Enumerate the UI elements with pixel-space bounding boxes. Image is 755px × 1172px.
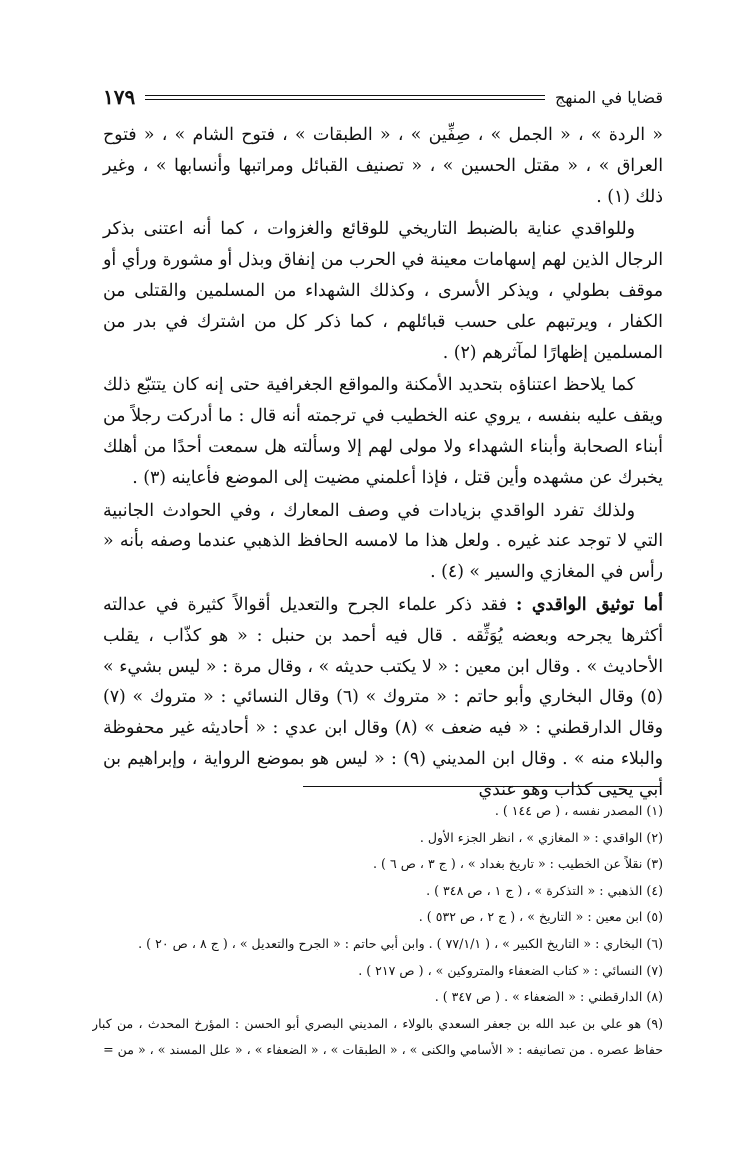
paragraph-4: ولذلك تفرد الواقدي بزيادات في وصف المعارك ، وفي الحوادث الجانبية التي لا توجد عند غيره . ولعل هذا ما لامسه الحافظ الذهبي عندما وصفه بأنه « رأس في المغازي والسير » (٤) .: [103, 500, 663, 583]
paragraph-1: « الردة » ، « الجمل » ، صِفِّين » ، « الطبقات » ، فتوح الشام » ، « فتوح العراق » ، « مقتل الحسين » ، « تصنيف القبائل ومراتبها وأنسابها » ، وغير ذلك (١) .: [103, 125, 663, 207]
footnote-6: (٦) البخاري : « التاريخ الكبير » ، ( ٧٧/١/١ ) . وابن أبي حاتم : « الجرح والتعديل » ، ( ج ٨ ، ص ٢٠ ) .: [138, 935, 663, 951]
paragraph-5-text: فقد ذكر علماء الجرح والتعديل أقوالاً كثيرة في عدالته أكثرها يجرحه وبعضه يُوَثِّقه . قال فيه أحمد بن حنبل : « هو كذّاب ، يقلب الأحاديث » . وقال ابن معين : « لا يكتب حديثه » ، وقال مرة : « ليس بشيء » (٥) وقال البخاري وأبو حاتم : « متروك » (٦) وقال النسائي : « متروك » (٧) وقال الدارقطني : « فيه ضعف » (٨) وقال ابن عدي : « أحاديثه غير محفوظة والبلاء منه » . وقال ابن المديني (٩) : « ليس هو بموضع الرواية ، وإبراهيم بن أبي يحيى كذاب وهو عندي: [103, 594, 663, 800]
footnotes: [92, 798, 663, 1064]
main-text: [103, 120, 663, 806]
footnote-5: (٥) ابن معين : « التاريخ » ، ( ج ٢ ، ص ٥٣٢ ) .: [418, 909, 663, 925]
footnote-4: (٤) الذهبي : « التذكرة » ، ( ج ١ ، ص ٣٤٨ ) .: [426, 882, 663, 898]
header-rule: [145, 95, 545, 100]
footnote-8: (٨) الدارقطني : « الضعفاء » . ( ص ٣٤٧ ) .: [434, 989, 663, 1005]
footnote-3: (٣) نقلاً عن الخطيب : « تاريخ بغداد » ، ( ج ٣ ، ص ٦ ) .: [373, 856, 663, 872]
footnote-1: (١) المصدر نفسه ، ( ص ١٤٤ ) .: [494, 803, 663, 818]
page-number: ١٧٩: [103, 85, 136, 109]
running-title: قضايا في المنهج: [555, 87, 663, 107]
footnote-7: (٧) النسائي : « كتاب الضعفاء والمتروكين » ، ( ص ٢١٧ ) .: [358, 962, 663, 978]
page-header: [103, 82, 663, 112]
paragraph-5-lead: أما توثيق الواقدي :: [515, 594, 663, 615]
footnote-2: (٢) الواقدي : « المغازي » ، انظر الجزء الأول .: [419, 829, 663, 845]
paragraph-3: كما يلاحظ اعتناؤه بتحديد الأمكنة والمواقع الجغرافية حتى إنه كان يتتبّع ذلك ويقف عليه بنفسه ، يروي عنه الخطيب في ترجمته أنه قال : ما أدركت رجلاً من أبناء الصحابة وأبناء الشهداء ولا مولى لهم إلا وسألته هل سمعت أحدًا من أهلك يخبرك عن مشهده وأين قتل ، فإذا أعلمني مضيت إلى الموضع فأعاينه (٣) .: [103, 375, 663, 488]
footnote-separator: [303, 786, 661, 787]
footnote-9: (٩) هو علي بن عبد الله بن جعفر السعدي بالولاء ، المديني البصري أبو الحسن : المؤرخ المحدث ، من كبار حفاظ عصره . من تصانيفه : « الأسامي والكنى » ، « الطبقات » ، « الضعفاء » ، « علل المسند » ، « من =: [92, 1015, 663, 1058]
paragraph-2: وللواقدي عناية بالضبط التاريخي للوقائع والغزوات ، كما أنه اعتنى بذكر الرجال الذين لهم إسهامات معينة في الحرب من إنفاق وبذل أو مشورة ورأي أو موقف بطولي ، ويذكر الأسرى ، وكذلك الشهداء من المسلمين والقتلى من الكفار ، ويرتبهم على حسب قبائلهم ، كما ذكر كل من اشترك في بدر من المسلمين إظهارًا لمآثرهم (٢) .: [103, 219, 663, 363]
paragraph-5: [103, 590, 663, 806]
